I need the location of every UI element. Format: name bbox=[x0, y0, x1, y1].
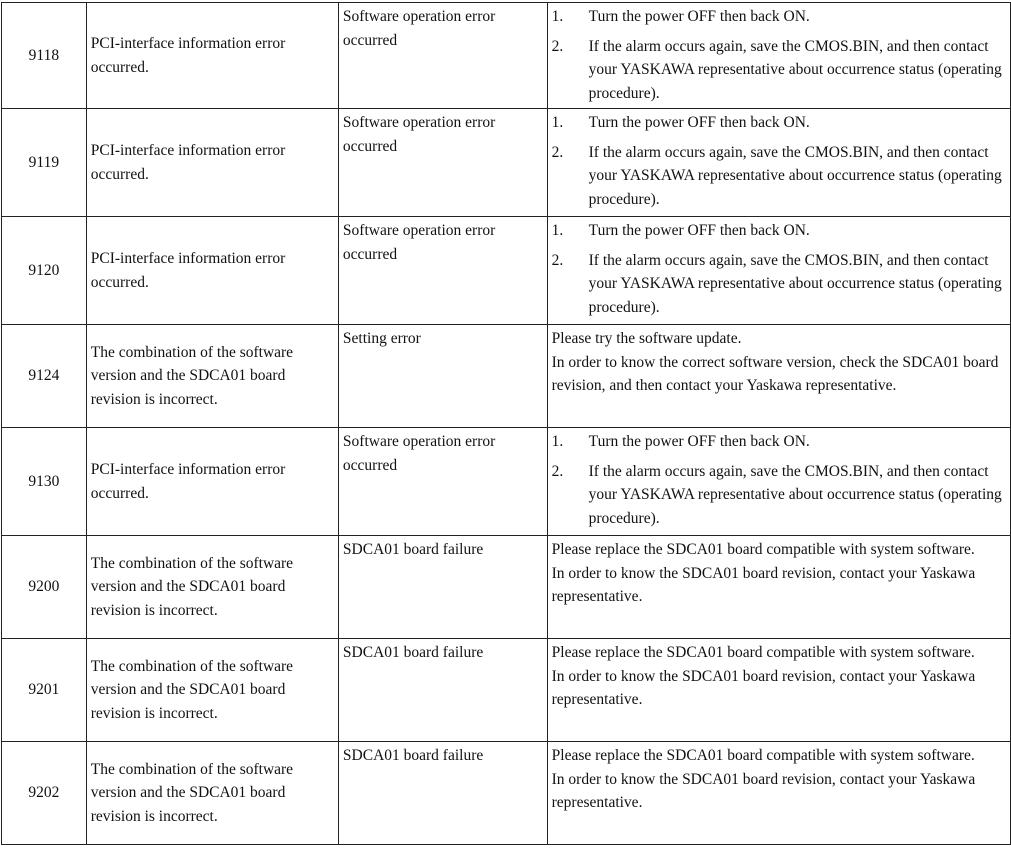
table-row bbox=[2, 217, 1011, 325]
remedy-cell bbox=[547, 639, 1010, 742]
alarm-code: 9120 bbox=[28, 261, 60, 279]
step-text: Turn the power OFF then back ON. bbox=[588, 222, 810, 239]
table-row bbox=[2, 109, 1011, 217]
alarm-code: 9201 bbox=[28, 681, 60, 699]
alarm-cause: The combination of the software version and the SDCA01 board revision is incorrect. bbox=[90, 657, 294, 722]
alarm-cause-cell bbox=[86, 428, 338, 536]
remedy-line: In order to know the SDCA01 board revision, contact your Yaskawa representative. bbox=[551, 770, 976, 811]
table-row bbox=[2, 428, 1011, 536]
alarm-code: 9130 bbox=[28, 472, 60, 490]
step-number: 2. bbox=[551, 37, 564, 55]
alarm-code-cell bbox=[2, 109, 87, 217]
remedy-steps bbox=[552, 5, 1006, 105]
table-row bbox=[2, 742, 1011, 845]
alarm-cause-cell bbox=[86, 217, 338, 325]
step-text: If the alarm occurs again, save the CMOS.BIN, and then contact your YASKAWA representative about occurrence status (operating procedure). bbox=[588, 143, 1002, 208]
alarm-cause-cell bbox=[86, 325, 338, 428]
remedy-cell bbox=[547, 536, 1010, 639]
error-type: SDCA01 board failure bbox=[342, 644, 484, 661]
step-text: If the alarm occurs again, save the CMOS.BIN, and then contact your YASKAWA representative about occurrence status (operating procedure). bbox=[588, 251, 1002, 316]
remedy-step bbox=[552, 111, 1006, 135]
alarm-cause-cell bbox=[86, 742, 338, 845]
error-type: Software operation error occurred bbox=[342, 114, 496, 155]
error-type-cell bbox=[338, 536, 547, 639]
table-row bbox=[2, 639, 1011, 742]
alarm-code: 9202 bbox=[28, 784, 60, 802]
step-number: 1. bbox=[551, 8, 564, 25]
alarm-code: 9124 bbox=[28, 367, 60, 385]
alarm-code-cell bbox=[2, 536, 87, 639]
alarm-cause: PCI-interface information error occurred. bbox=[90, 35, 286, 76]
alarm-code-cell bbox=[2, 3, 87, 109]
step-number: 1. bbox=[551, 222, 564, 239]
remedy-step bbox=[552, 141, 1006, 212]
error-type-cell bbox=[338, 742, 547, 845]
remedy-line: In order to know the SDCA01 board revision, contact your Yaskawa representative. bbox=[551, 667, 976, 708]
alarm-code-cell bbox=[2, 217, 87, 325]
error-type: Software operation error occurred bbox=[342, 433, 496, 474]
table-row bbox=[2, 3, 1011, 109]
error-type: Software operation error occurred bbox=[342, 8, 496, 49]
alarm-cause-cell bbox=[86, 536, 338, 639]
step-number: 1. bbox=[551, 433, 564, 450]
alarm-code-cell bbox=[2, 742, 87, 845]
step-text: Turn the power OFF then back ON. bbox=[588, 114, 810, 131]
remedy-line: In order to know the correct software version, check the SDCA01 board revision, and then contact your Yaskawa representative. bbox=[551, 353, 999, 394]
error-type-cell bbox=[338, 639, 547, 742]
remedy-steps bbox=[552, 111, 1006, 211]
remedy-steps bbox=[552, 430, 1006, 530]
alarm-cause: PCI-interface information error occurred. bbox=[90, 461, 286, 502]
alarm-cause: The combination of the software version and the SDCA01 board revision is incorrect. bbox=[90, 343, 294, 408]
remedy-cell bbox=[547, 109, 1010, 217]
table-row bbox=[2, 536, 1011, 639]
remedy-cell bbox=[547, 742, 1010, 845]
remedy-cell bbox=[547, 217, 1010, 325]
error-type-cell bbox=[338, 109, 547, 217]
table-row bbox=[2, 325, 1011, 428]
remedy-cell bbox=[547, 3, 1010, 109]
remedy-step bbox=[552, 5, 1006, 29]
step-number: 2. bbox=[551, 462, 564, 480]
alarm-code: 9118 bbox=[28, 46, 60, 64]
step-number: 1. bbox=[551, 114, 564, 131]
alarm-code-cell bbox=[2, 325, 87, 428]
remedy-step bbox=[552, 249, 1006, 320]
remedy-line: Please replace the SDCA01 board compatible with system software. bbox=[551, 747, 975, 764]
alarm-cause: The combination of the software version and the SDCA01 board revision is incorrect. bbox=[90, 554, 294, 619]
error-type-cell bbox=[338, 3, 547, 109]
step-text: Turn the power OFF then back ON. bbox=[588, 433, 810, 450]
error-type: Software operation error occurred bbox=[342, 222, 496, 263]
alarm-table bbox=[1, 2, 1011, 845]
remedy-steps bbox=[552, 219, 1006, 319]
alarm-cause: PCI-interface information error occurred. bbox=[90, 142, 286, 183]
remedy-step bbox=[552, 35, 1006, 106]
alarm-cause-cell bbox=[86, 639, 338, 742]
remedy-step bbox=[552, 219, 1006, 243]
error-type: Setting error bbox=[342, 330, 421, 347]
alarm-cause-cell bbox=[86, 3, 338, 109]
alarm-cause-cell bbox=[86, 109, 338, 217]
remedy-line: Please try the software update. bbox=[551, 330, 742, 347]
remedy-step bbox=[552, 430, 1006, 454]
step-text: Turn the power OFF then back ON. bbox=[588, 8, 810, 25]
remedy-step bbox=[552, 460, 1006, 531]
alarm-code: 9119 bbox=[28, 153, 60, 171]
error-type-cell bbox=[338, 217, 547, 325]
step-text: If the alarm occurs again, save the CMOS.BIN, and then contact your YASKAWA representative about occurrence status (operating procedure). bbox=[588, 37, 1002, 102]
remedy-line: Please replace the SDCA01 board compatible with system software. bbox=[551, 541, 975, 558]
step-number: 2. bbox=[551, 143, 564, 161]
alarm-cause: PCI-interface information error occurred. bbox=[90, 250, 286, 291]
error-type: SDCA01 board failure bbox=[342, 747, 484, 764]
step-text: If the alarm occurs again, save the CMOS.BIN, and then contact your YASKAWA representative about occurrence status (operating procedure). bbox=[588, 462, 1002, 527]
error-type-cell bbox=[338, 428, 547, 536]
error-type: SDCA01 board failure bbox=[342, 541, 484, 558]
alarm-code-cell bbox=[2, 639, 87, 742]
remedy-cell bbox=[547, 325, 1010, 428]
step-number: 2. bbox=[551, 251, 564, 269]
alarm-code: 9200 bbox=[28, 578, 60, 596]
remedy-line: Please replace the SDCA01 board compatible with system software. bbox=[551, 644, 975, 661]
remedy-line: In order to know the SDCA01 board revision, contact your Yaskawa representative. bbox=[551, 564, 976, 605]
remedy-cell bbox=[547, 428, 1010, 536]
alarm-code-cell bbox=[2, 428, 87, 536]
error-type-cell bbox=[338, 325, 547, 428]
alarm-cause: The combination of the software version and the SDCA01 board revision is incorrect. bbox=[90, 760, 294, 825]
